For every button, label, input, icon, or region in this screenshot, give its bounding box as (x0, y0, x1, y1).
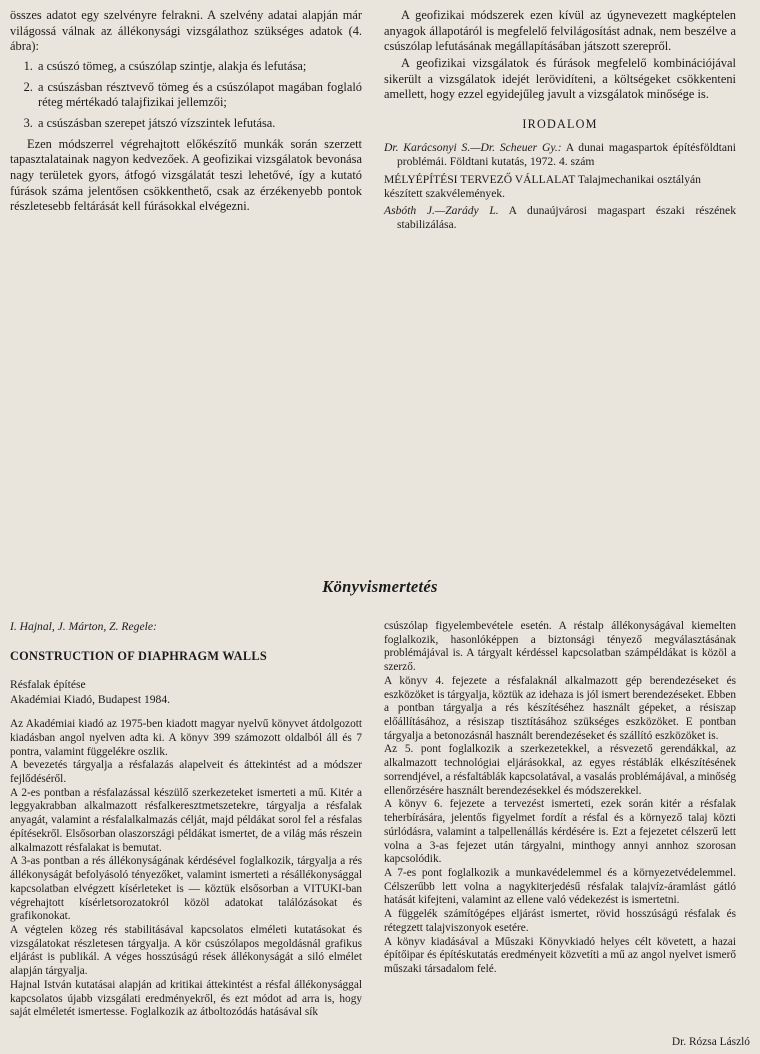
paragraph: összes adatot egy szelvényre felrakni. A szelvény adatai alapján már világossá válnak az állékonysági vizsgálathoz szükséges adatok (4. ábra): (10, 8, 362, 54)
reference-authors: Dr. Karácsonyi S.—Dr. Scheuer Gy.: (384, 140, 562, 154)
review-left-column (10, 620, 362, 1020)
reference-text: A dunaújvárosi magaspart északi részének stabilizálása. (397, 203, 736, 231)
review-book-title: CONSTRUCTION OF DIAPHRAGM WALLS (10, 649, 267, 664)
paragraph: A bevezetés tárgyalja a résfalazás alapelveit és áttekintést ad a módszer fejlődéséről. (10, 759, 362, 786)
reference-authors: Asbóth J.—Zarády L. (384, 203, 499, 217)
reference-entry (384, 173, 736, 201)
paragraph: A geofizikai vizsgálatok és fúrások megfelelő kombinációjával sikerült a vizsgálatok idejét lerövidíteni, a költségeket csökkenteni amellett, hogy ezzel egyidejűleg javult a vizsgálatok minősége is. (384, 56, 736, 102)
list-item: 2. a csúszásban résztvevő tömeg és a csúszólapot magában foglaló réteg mértékadó talajfizikai jellemzői; (36, 80, 362, 111)
paragraph: csúszólap figyelembevétele esetén. A réstalp állékonyságával kiemelten foglalkozik, hasonlóképpen a biztonsági tényező megválasztásának problémájával is. A tárgyalt kérdéssel kapcsolatban számpéldákat is közöl a szerző. (384, 620, 736, 674)
reference-text: A dunai magaspartok építésföldtani problémái. Földtani kutatás, 1972. 4. szám (397, 140, 736, 168)
review-section (10, 620, 750, 1020)
paragraph: Hajnal István kutatásai alapján ad kritikai áttekintést a résfal állékonysággal kapcsolatos újabb vizsgálati eredményekről, és ezt módot ad arra is, hogy saját elméletét ismertesse. Foglalkozik az átboltozódás hatásával sík (10, 978, 362, 1019)
paragraph: Az Akadémiai kiadó az 1975-ben kiadott magyar nyelvű könyvet átdolgozott kiadásban angol nyelven adta ki. A könyv 399 számozott oldalból áll és 7 pontra, valamint függelékre oszlik. (10, 718, 362, 758)
article-right-column (384, 8, 736, 236)
review-authors-line: I. Hajnal, J. Márton, Z. Regele: (10, 620, 157, 633)
article-left-column (10, 8, 362, 236)
paragraph: A geofizikai módszerek ezen kívül az úgynevezett magképtelen anyagok állapotáról is megfelelő felvilágosítást adnak, nem beszélve a csúszólap lefutásának megállapításában játszott szerepről. (384, 8, 736, 54)
review-book-subtitle: Résfalak építése (10, 678, 86, 692)
article-section (10, 8, 750, 236)
paragraph: A függelék számítógépes eljárást ismertet, rövid hosszúságú résfalak és rétegzett talajviszonyok esetére. (384, 908, 736, 934)
paragraph: A 3-as pontban a rés állékonyságának kérdésével foglalkozik, tárgyalja a rés állékonyságát befolyásoló tényezőket, valamint ismerteti a résállékonysággal kapcsolatban elvégzett kísérleteket is — köztük elsősorban a VITUKI-ban végrehajtott kísérletsorozatokról közöl adatokat találózásokat és grafikonokat. (10, 855, 362, 923)
paragraph: A könyv 4. fejezete a résfalaknál alkalmazott gép berendezéseket és eszközöket is tárgyalja, köztük az idehaza is jól ismert berendezéseket. Ebben a pontban tárgyalja a rés készítéséhez használt gépeket, a résiszap előállításához, a résiszap tisztításához szükséges eszközöket. E pontban tárgyalja a betonozásnál használt berendezéseket és szállító eszközöket is. (384, 674, 736, 742)
paragraph: A végtelen közeg rés stabilitásával kapcsolatos elméleti kutatásokat és vizsgálatokat részletesen tárgyalja. A kör csúszólapos megoldásnál grafikus eljárást is publikál. A véges hosszúságú rések állékonyságát a siló elmélet alapján tárgyalja. (10, 923, 362, 978)
review-book-publisher: Akadémiai Kiadó, Budapest 1984. (10, 693, 171, 707)
reference-authors: MÉLYÉPÍTÉSI TERVEZŐ VÁLLALAT (384, 172, 576, 186)
paragraph: A 7-es pont foglalkozik a munkavédelemmel és a környezetvédelemmel. Célszerűbb lett volna a nagykiterjedésű résfalak talajvíz-áramlást gátló hatását kifejteni, valamint az ellene való védekezést is ismertetni. (384, 866, 736, 907)
paragraph: A könyv kiadásával a Műszaki Könyvkiadó helyes célt követett, a hazai építőipar és építéskutatás eredményeit közvetíti a mű az angol nyelvet ismerő műszaki társadalom felé. (384, 935, 736, 975)
paragraph: Az 5. pont foglalkozik a szerkezetekkel, a résvezető gerendákkal, az alkalmazott technológiai eljárásokkal, az egyes réstáblák elkészítésének sorrendjével, a résfaltáblák kapcsolatával, a vasalás problémájával, a minőség ellenőrzésére használt berendezésekkel és módszerekkel. (384, 743, 736, 797)
reference-text: Talajmechanikai osztályán készített szakvélemények. (384, 172, 701, 200)
review-signature: Dr. Rózsa László (671, 1036, 750, 1048)
paragraph: A 2-es pontban a résfalazással készülő szerkezeteket ismerteti a mű. Kitér a leggyakrabban alkalmazott résfalkeresztmetszetekre, tárgyalja a résfalak anyagát, valamint a résfalalkalmazás célját, majd példákat sorol fel a résfalas építésekről. Elsősorban olaszországi példákat ismertet, de a világ más részein alkalmazott résfalakat is bemutat. (10, 786, 362, 854)
review-right-column (384, 620, 736, 1020)
reference-entry (384, 141, 736, 169)
paragraph: Ezen módszerrel végrehajtott előkészítő munkák során szerzett tapasztalatainak nagyon kedvezőek. A geofizikai vizsgálatok bevonása nagy területek gyors, átfogó vizsgálatát teszi lehetővé, így a kutató fúrások száma jelentősen csökkenthető, csak az érzékenyebb pontok részletesebb feltárását kell fúrásokkal elvégezni. (10, 136, 362, 214)
list-item: 1. a csúszó tömeg, a csúszólap szintje, alakja és lefutása; (36, 59, 362, 75)
numbered-list (10, 59, 362, 132)
reference-entry (384, 204, 736, 232)
paragraph: A könyv 6. fejezete a tervezést ismerteti, ezek során kitér a résfalak teherbírására, jelentős figyelmet fordít a résfal és a környező talaj közti súrlódásra, valamint a talpellenállás kérdésére is. Ezt a fejezetet célszerű lett volna a 3-as fejezet után tárgyalni, minthogy annyi annhoz szorosan kapcsolódik. (384, 798, 736, 866)
references-heading: IRODALOM (522, 117, 598, 132)
list-item: 3. a csúszásban szerepet játszó vízszintek lefutása. (36, 116, 362, 132)
review-section-title: Könyvismertetés (322, 577, 438, 596)
